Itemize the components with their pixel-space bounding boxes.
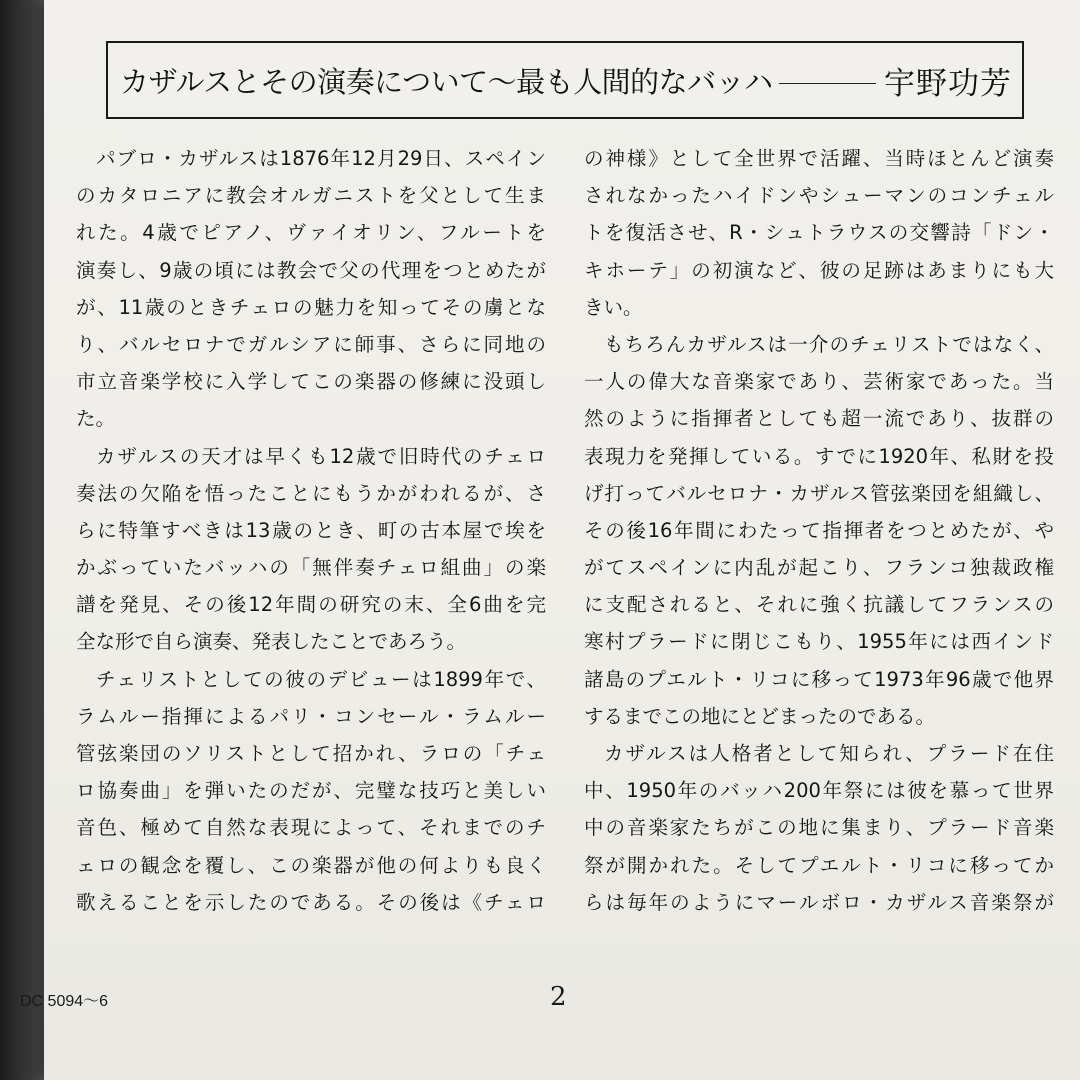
text-line: 一人の偉大な音楽家であり、芸術家であった。当 (584, 370, 1054, 394)
text-line: 演奏し、9歳の頃には教会で父の代理をつとめたが (76, 258, 546, 282)
text-line: り、バルセロナでガルシアに師事、さらに同地の (76, 332, 546, 356)
text-line: らに特筆すべきは13歳のとき、町の古本屋で埃を (76, 518, 546, 542)
text-line: トを復活させ、R・シュトラウスの交響詩「ドン・ (584, 221, 1054, 245)
text-line: 歌えることを示したのである。その後は《チェロ (76, 890, 546, 914)
text-line: もちろんカザルスは一介のチェリストではなく、 (604, 332, 1054, 356)
right-column (584, 140, 1054, 921)
title-rule (779, 83, 876, 84)
text-line: 奏法の欠陥を悟ったことにもうかがわれるが、さ (76, 481, 546, 505)
text-line: 中の音楽家たちがこの地に集まり、プラード音楽 (584, 816, 1054, 840)
text-line: 音色、極めて自然な表現によって、それまでのチ (76, 816, 546, 840)
article-title: カザルスとその演奏について～最も人間的なバッハ (120, 64, 773, 99)
text-line: カザルスは人格者として知られ、プラード在住 (604, 742, 1054, 765)
text-line: ロ協奏曲」を弾いたのだが、完璧な技巧と美しい (76, 779, 546, 803)
title-box (106, 41, 1024, 119)
text-line: が、11歳のときチェロの魅力を知ってその虜とな (76, 295, 546, 319)
booklet-page (20, 0, 1080, 1080)
text-line: きい。 (584, 295, 643, 319)
text-line: 管弦楽団のソリストとして招かれ、ラロの「チェ (76, 742, 546, 765)
text-line: た。 (76, 407, 116, 431)
text-line: キホーテ」の初演など、彼の足跡はあまりにも大 (584, 258, 1054, 282)
text-line: されなかったハイドンやシューマンのコンチェル (584, 184, 1054, 208)
text-line: の神様》として全世界で活躍、当時ほとんど演奏 (584, 147, 1054, 170)
catalog-code: DC 5094～6 (20, 993, 109, 1010)
text-line: 譜を発見、その後12年間の研究の末、全6曲を完 (76, 593, 546, 617)
text-line: 寒村プラードに閉じこもり、1955年には西インド (584, 630, 1054, 654)
text-line: 祭が開かれた。そしてプエルト・リコに移ってか (584, 853, 1054, 877)
text-line: げ打ってバルセロナ・カザルス管弦楽団を組織し、 (584, 481, 1054, 505)
page-number: 2 (550, 982, 567, 1012)
text-line: がてスペインに内乱が起こり、フランコ独裁政権 (584, 556, 1054, 580)
article-author: 宇野功芳 (884, 65, 1012, 102)
text-line: その後16年間にわたって指揮者をつとめたが、や (584, 518, 1054, 542)
text-line: 市立音楽学校に入学してこの楽器の修練に没頭し (76, 370, 546, 394)
text-line: カザルスの天才は早くも12歳で旧時代のチェロ (96, 444, 546, 468)
text-line: のカタロニアに教会オルガニストを父として生ま (76, 184, 546, 208)
text-line: チェリストとしての彼のデビューは1899年で、 (96, 667, 546, 691)
text-line: 表現力を発揮している。すでに1920年、私財を投 (584, 444, 1054, 468)
text-line: 諸島のプエルト・リコに移って1973年96歳で他界 (584, 667, 1054, 691)
left-column (76, 140, 546, 921)
text-line: ラムルー指揮によるパリ・コンセール・ラムルー (76, 704, 546, 728)
text-line: 中、1950年のバッハ200年祭には彼を慕って世界 (584, 779, 1054, 803)
text-line: パブロ・カザルスは1876年12月29日、スペイン (96, 147, 546, 170)
text-line: するまでこの地にとどまったのである。 (584, 704, 936, 728)
text-line: に支配されると、それに強く抗議してフランスの (584, 593, 1054, 617)
text-line: ェロの観念を覆し、この楽器が他の何よりも良く (76, 853, 546, 877)
text-line: れた。4歳でピアノ、ヴァイオリン、フルートを (76, 221, 546, 245)
text-line: 然のように指揮者としても超一流であり、抜群の (584, 407, 1054, 431)
text-line: らは毎年のようにマールボロ・カザルス音楽祭が (584, 890, 1054, 914)
text-line: かぶっていたバッハの「無伴奏チェロ組曲」の楽 (76, 556, 546, 580)
text-line: 全な形で自ら演奏、発表したことであろう。 (76, 630, 467, 654)
